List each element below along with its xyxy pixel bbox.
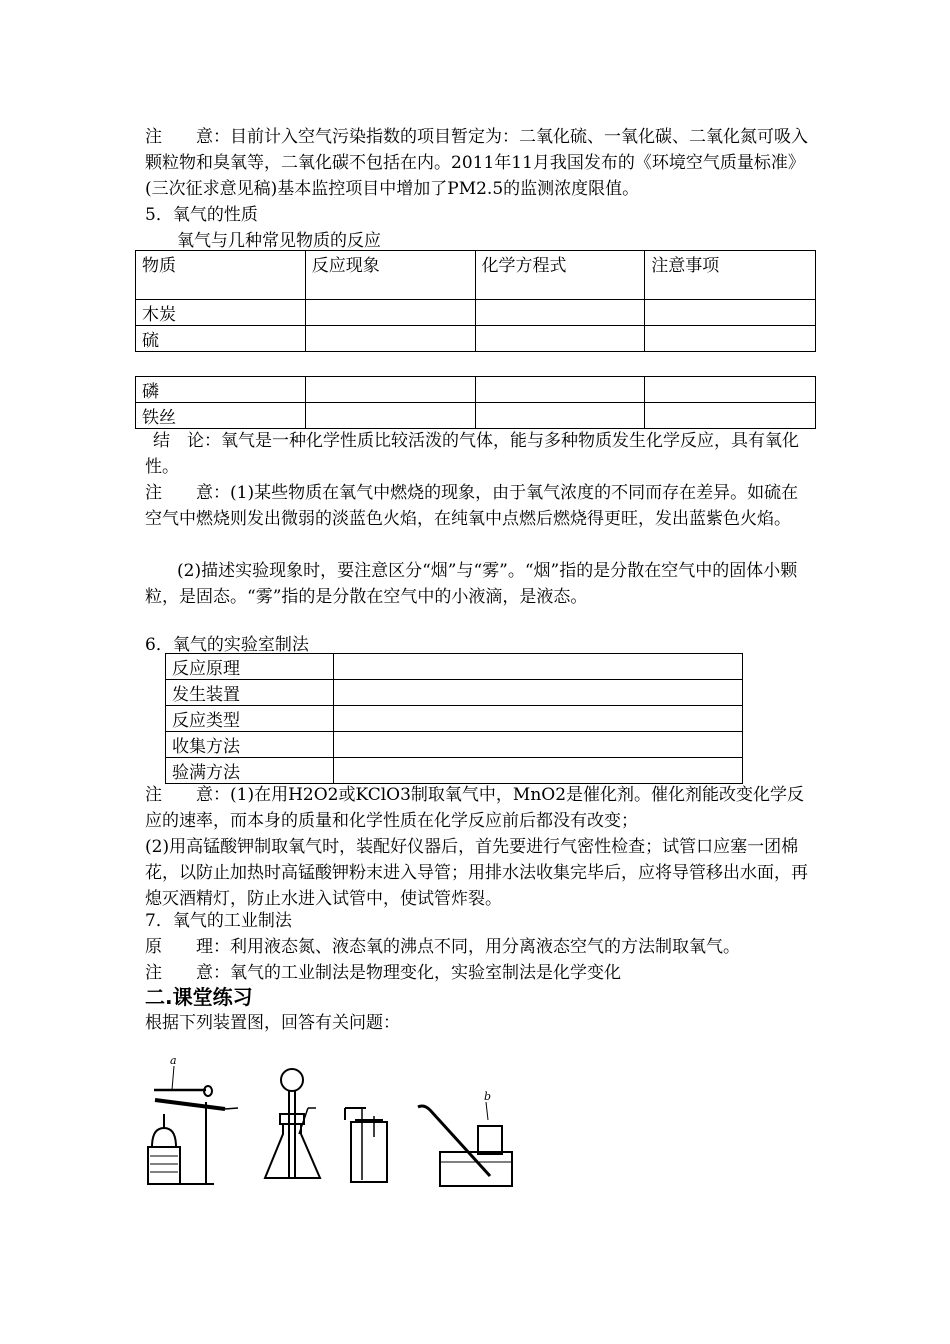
note-permanganate: (2)用高锰酸钾制取氧气时，装配好仪器后，首先要进行气密性检查；试管口应塞一团棉花，以防止加热时高锰酸钾粉末进入导管；用排水法收集完毕后，应将导管移出水面，再熄灭酒精灯，防止水进入试管中，使试管炸裂。 xyxy=(145,837,808,909)
part-2-title: 二.课堂练习 xyxy=(145,985,253,1009)
table-cell[interactable] xyxy=(333,706,742,732)
conical-flask-apparatus xyxy=(265,1069,320,1178)
table-row xyxy=(136,326,816,352)
table-cell[interactable] xyxy=(645,300,816,326)
table-row xyxy=(166,732,743,758)
table-cell[interactable] xyxy=(475,403,645,429)
water-trough-apparatus xyxy=(418,1102,512,1186)
table-cell[interactable] xyxy=(333,654,742,680)
row-label-phosphorus: 磷 xyxy=(136,377,306,403)
table-row xyxy=(136,403,816,429)
header-notes: 注意事项 xyxy=(645,251,816,300)
industrial-note: 注 意：氧气的工业制法是物理变化，实验室制法是化学变化 xyxy=(145,963,621,983)
table-row xyxy=(166,758,743,784)
row-label-collection: 收集方法 xyxy=(166,732,334,758)
lab-preparation-table xyxy=(165,653,743,784)
exercise-prompt: 根据下列装置图，回答有关问题： xyxy=(145,1013,400,1033)
table-row xyxy=(166,706,743,732)
apparatus-figure xyxy=(140,1052,530,1192)
table-cell[interactable] xyxy=(305,403,475,429)
section-5-heading: 5．氧气的性质 xyxy=(145,205,258,225)
label-a: a xyxy=(170,1054,177,1067)
table-header-row xyxy=(136,251,816,300)
table-cell[interactable] xyxy=(305,300,475,326)
table-row xyxy=(136,300,816,326)
row-label-apparatus: 发生装置 xyxy=(166,680,334,706)
table-row xyxy=(136,377,816,403)
table-cell[interactable] xyxy=(305,326,475,352)
section-5-subheading: 氧气与几种常见物质的反应 xyxy=(177,231,381,251)
note-text: 注 意：目前计入空气污染指数的项目暂定为：二氧化硫、一氧化碳、二氧化氮可吸入颗粒物和臭氧等，二氧化碳不包括在内。2011年11月我国发布的《环境空气质量标准》(三次征求意见稿)基本监控项目中增加了PM2.5的监测浓度限值。 xyxy=(145,127,808,199)
row-label-iron-wire: 铁丝 xyxy=(136,403,306,429)
note-burning: 注 意：(1)某些物质在氧气中燃烧的现象，由于氧气浓度的不同而存在差异。如硫在空气中燃烧则发出微弱的淡蓝色火焰，在纯氧中点燃后燃烧得更旺，发出蓝紫色火焰。 xyxy=(145,483,799,529)
label-b: b xyxy=(484,1090,492,1103)
section-7-heading: 7．氧气的工业制法 xyxy=(145,911,292,931)
table-cell[interactable] xyxy=(645,326,816,352)
table-cell[interactable] xyxy=(645,403,816,429)
row-label-full-check: 验满方法 xyxy=(166,758,334,784)
table-cell[interactable] xyxy=(333,758,742,784)
note-smoke-fog: (2)描述实验现象时，要注意区分“烟”与“雾”。“烟”指的是分散在空气中的固体小颗粒，是固态。“雾”指的是分散在空气中的小液滴，是液态。 xyxy=(145,561,798,607)
oxygen-reaction-table xyxy=(135,250,816,352)
table-cell[interactable] xyxy=(305,377,475,403)
header-equation: 化学方程式 xyxy=(475,251,645,300)
oxygen-reaction-table-continued xyxy=(135,376,816,429)
section-6-heading: 6．氧气的实验室制法 xyxy=(145,635,309,655)
header-phenomenon: 反应现象 xyxy=(305,251,475,300)
row-label-principle: 反应原理 xyxy=(166,654,334,680)
conclusion: 结 论：氧气是一种化学性质比较活泼的气体，能与多种物质发生化学反应，具有氧化性。 xyxy=(145,431,799,477)
industrial-principle: 原 理：利用液态氮、液态氧的沸点不同，用分离液态空气的方法制取氧气。 xyxy=(145,937,740,957)
row-label-charcoal: 木炭 xyxy=(136,300,306,326)
table-cell[interactable] xyxy=(333,732,742,758)
table-row xyxy=(166,680,743,706)
note-pollution-index xyxy=(145,124,810,202)
heating-apparatus-a xyxy=(148,1066,238,1184)
table-cell[interactable] xyxy=(333,680,742,706)
row-label-sulfur: 硫 xyxy=(136,326,306,352)
header-substance: 物质 xyxy=(136,251,306,300)
row-label-reaction-type: 反应类型 xyxy=(166,706,334,732)
table-row xyxy=(166,654,743,680)
table-cell[interactable] xyxy=(475,300,645,326)
table-cell[interactable] xyxy=(475,326,645,352)
table-cell[interactable] xyxy=(475,377,645,403)
note-catalyst: 注 意：(1)在用H2O2或KClO3制取氧气中，MnO2是催化剂。催化剂能改变化学反应的速率，而本身的质量和化学性质在化学反应前后都没有改变； xyxy=(145,785,805,831)
gas-collecting-bottle xyxy=(345,1108,387,1182)
table-cell[interactable] xyxy=(645,377,816,403)
